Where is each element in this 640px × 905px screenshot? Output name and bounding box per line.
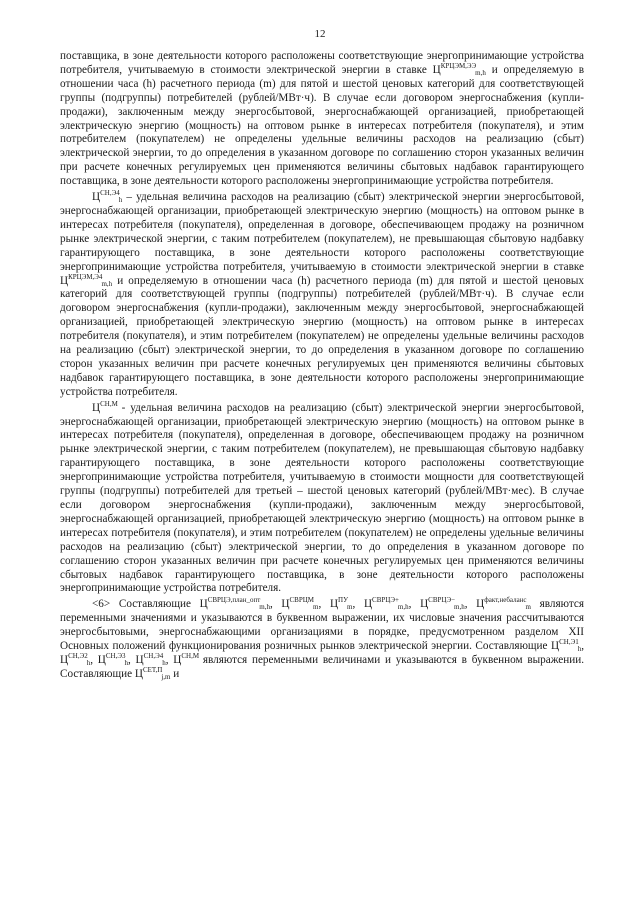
page-number: 12 [314, 28, 326, 40]
paragraph-3 [60, 399, 584, 597]
text-run: и [170, 667, 180, 680]
formula-symbol: $Ц^{СН,Э4}_h$ [135, 651, 166, 667]
text-run: поставщика, в зоне деятельности которого расположены соответствующие энергопринимающие устройства потребителя, учитываемую в стоимости электрической энергии в ставке [60, 50, 584, 76]
formula-symbol: $Ц^{КРЦЭМ,Э4}_{m,h}$ [60, 272, 113, 288]
paragraph-1 [60, 50, 584, 189]
paragraph-2 [60, 191, 584, 400]
formula-symbol: $Ц^{ПУ}_m$ [329, 596, 353, 612]
text-run: являются переменными значениями и указываются в буквенном выражении, их числовые значения рассчитываются энергосбытовыми, энергоснабжающими организациями в порядке, предусмотренном разделом XII Основных положений функционирования розничных рынков электрической энергии. Составляющие [60, 598, 585, 653]
formula-symbol: $Ц^{СВРЦЭ-}_{m,h}$ [420, 596, 465, 612]
formula-symbol: $Ц^{КРЦЭМ,ЭЭ}_{m,h}$ [432, 61, 486, 77]
formula-symbol: $Ц^{СЕТ,П}_{j,m}$ [134, 665, 171, 681]
text-run: - удельная величина расходов на реализацию (сбыт) электрической энергии энергосбытовой, энергоснабжающей организации, приобретающей электрическую энергию (мощность) на оптовом рынке в интересах потребителя (покупателя), определенная в договоре, обеспечивающем продажу на розничном рынке электрической энергии, с таким потребителем (покупателем), не превышающая сбытовую надбавку гарантирующего поставщика, в зоне деятельности которого расположены соответствующие энергопринимающие устройства потребителя, учитываемую в стоимости мощности для соответствующей группы (подгруппы) потребителей для третьей – шестой ценовых категорий (рублей/МВт·мес). В случае если договором энергоснабжения (купли-продажи), заключенным между энергосбытовой, энергоснабжающей организацией, приобретающей электрическую энергию (мощность) на оптовом рынке в интересах потребителя (покупателя), и этим потребителем (покупателем) не определены удельные величины расходов на реализацию (сбыт) электрической энергии, то до определения в указанном договоре по соглашению сторон указанных величин при расчете конечных регулируемых цен применяются величины сбытовых надбавок гарантирующего поставщика, в зоне деятельности которого расположены энергопринимающие устройства потребителя. [60, 401, 584, 595]
text-run: – удельная величина расходов на реализацию (сбыт) электрической энергии энергосбытовой, энергоснабжающей организации, приобретающей электрическую энергию (мощность) на оптовом рынке в интересах потребителя (покупателя), определенная в договоре, обеспечивающем продажу на розничном рынке электрической энергии, с таким потребителем (покупателем), не превышающая сбытовую надбавку гарантирующего поставщика, в зоне деятельности которого расположены соответствующие энергопринимающие устройства потребителя, учитываемую в стоимости электрической энергии в ставке [60, 191, 584, 273]
text-run: и определяемую в отношении часа (h) расчетного периода (m) для пятой и шестой ценовых категорий для соответствующей группы (подгруппы) потребителей (рублей/МВт·ч). В случае если договором энергоснабжения (купли-продажи), заключенным между энергосбытовой, энергоснабжающей организацией, приобретающей электрическую энергию (мощность) на оптовом рынке в интересах потребителя (покупателя), и этим потребителем (покупателем) не определены удельные величины расходов на реализацию (сбыт) электрической энергии, то до определения в указанном договоре по соглашению сторон указанных величин при расчете конечных регулируемых цен применяются величины сбытовых надбавок гарантирующего поставщика, в зоне деятельности которого расположены энергопринимающие устройства потребителя. [60, 274, 584, 398]
formula-symbol: $Ц^{СВРЦМ}_m$ [281, 596, 319, 612]
text-run: являются переменными величинами и указываются в буквенном выражении. Составляющие [60, 653, 585, 680]
formula-symbol: $Ц^{СН,М}$ [173, 651, 200, 666]
formula-symbol: $Ц^{СН,Э3}_h$ [97, 651, 128, 667]
formula-symbol: $Ц^{СН,Э4}_h$ [92, 189, 123, 205]
text-run: и определяемую в отношении часа (h) расчетного периода (m) для пятой и шестой ценовых категорий для соответствующей группы (подгруппы) потребителей (рублей/МВт·ч). В случае если договором энергоснабжения (купли-продажи), заключенным между энергосбытовой, энергоснабжающей организацией, приобретающей электрическую энергию (мощность) на оптовом рынке в интересах потребителя (покупателя), и этим потребителем (покупателем) не определены удельные величины расходов на реализацию (сбыт) электрической энергии, то до определения в указанном договоре по соглашению сторон указанных величин при расчете конечных регулируемых цен применяются величины сбытовых надбавок гарантирующего поставщика, в зоне деятельности которого расположены энергопринимающие устройства потребителя. [60, 63, 584, 188]
formula-symbol: $Ц^{факт,небаланс}_m$ [476, 596, 531, 612]
document-body [60, 50, 584, 684]
formula-symbol: $Ц^{СН,Э2}_h$ [60, 651, 91, 667]
text-run: <6> Составляющие [92, 598, 200, 611]
formula-symbol: $Ц^{СН,Э1}_h$ [551, 638, 582, 654]
paragraph-4: <6> Составляющие $Ц^{СВРЦЭ,план\_опт}_{m,h}$, $Ц^{СВРЦМ}_m$, $Ц^{ПУ}_m$, $Ц^{СВРЦЭ+}_{m,h}$, $Ц^{СВРЦЭ-}_{m,h}$, $Ц^{факт,небаланс}_m$ являются переменными значениями и указываются в буквенном выражении, их числовые значения рассчитываются энергосбытовыми, энергоснабжающими организациями в порядке, предусмотренном разделом XII Основных положений функционирования розничных рынков электрической энергии. Составляющие $Ц^{СН,Э1}_h$, $Ц^{СН,Э2}_h$, $Ц^{СН,Э3}_h$, $Ц^{СН,Э4}_h$, $Ц^{СН,М}$ являются переменными величинами и указываются в буквенном выражении. Составляющие $Ц^{СЕТ,П}_{j,m}$ и [60, 596, 585, 681]
formula-symbol: $Ц^{СВРЦЭ,план\_опт}_{m,h}$ [199, 596, 270, 612]
formula-symbol: $Ц^{СВРЦЭ+}_{m,h}$ [363, 596, 409, 612]
formula-symbol: $Ц^{СН,М}$ [92, 399, 118, 414]
